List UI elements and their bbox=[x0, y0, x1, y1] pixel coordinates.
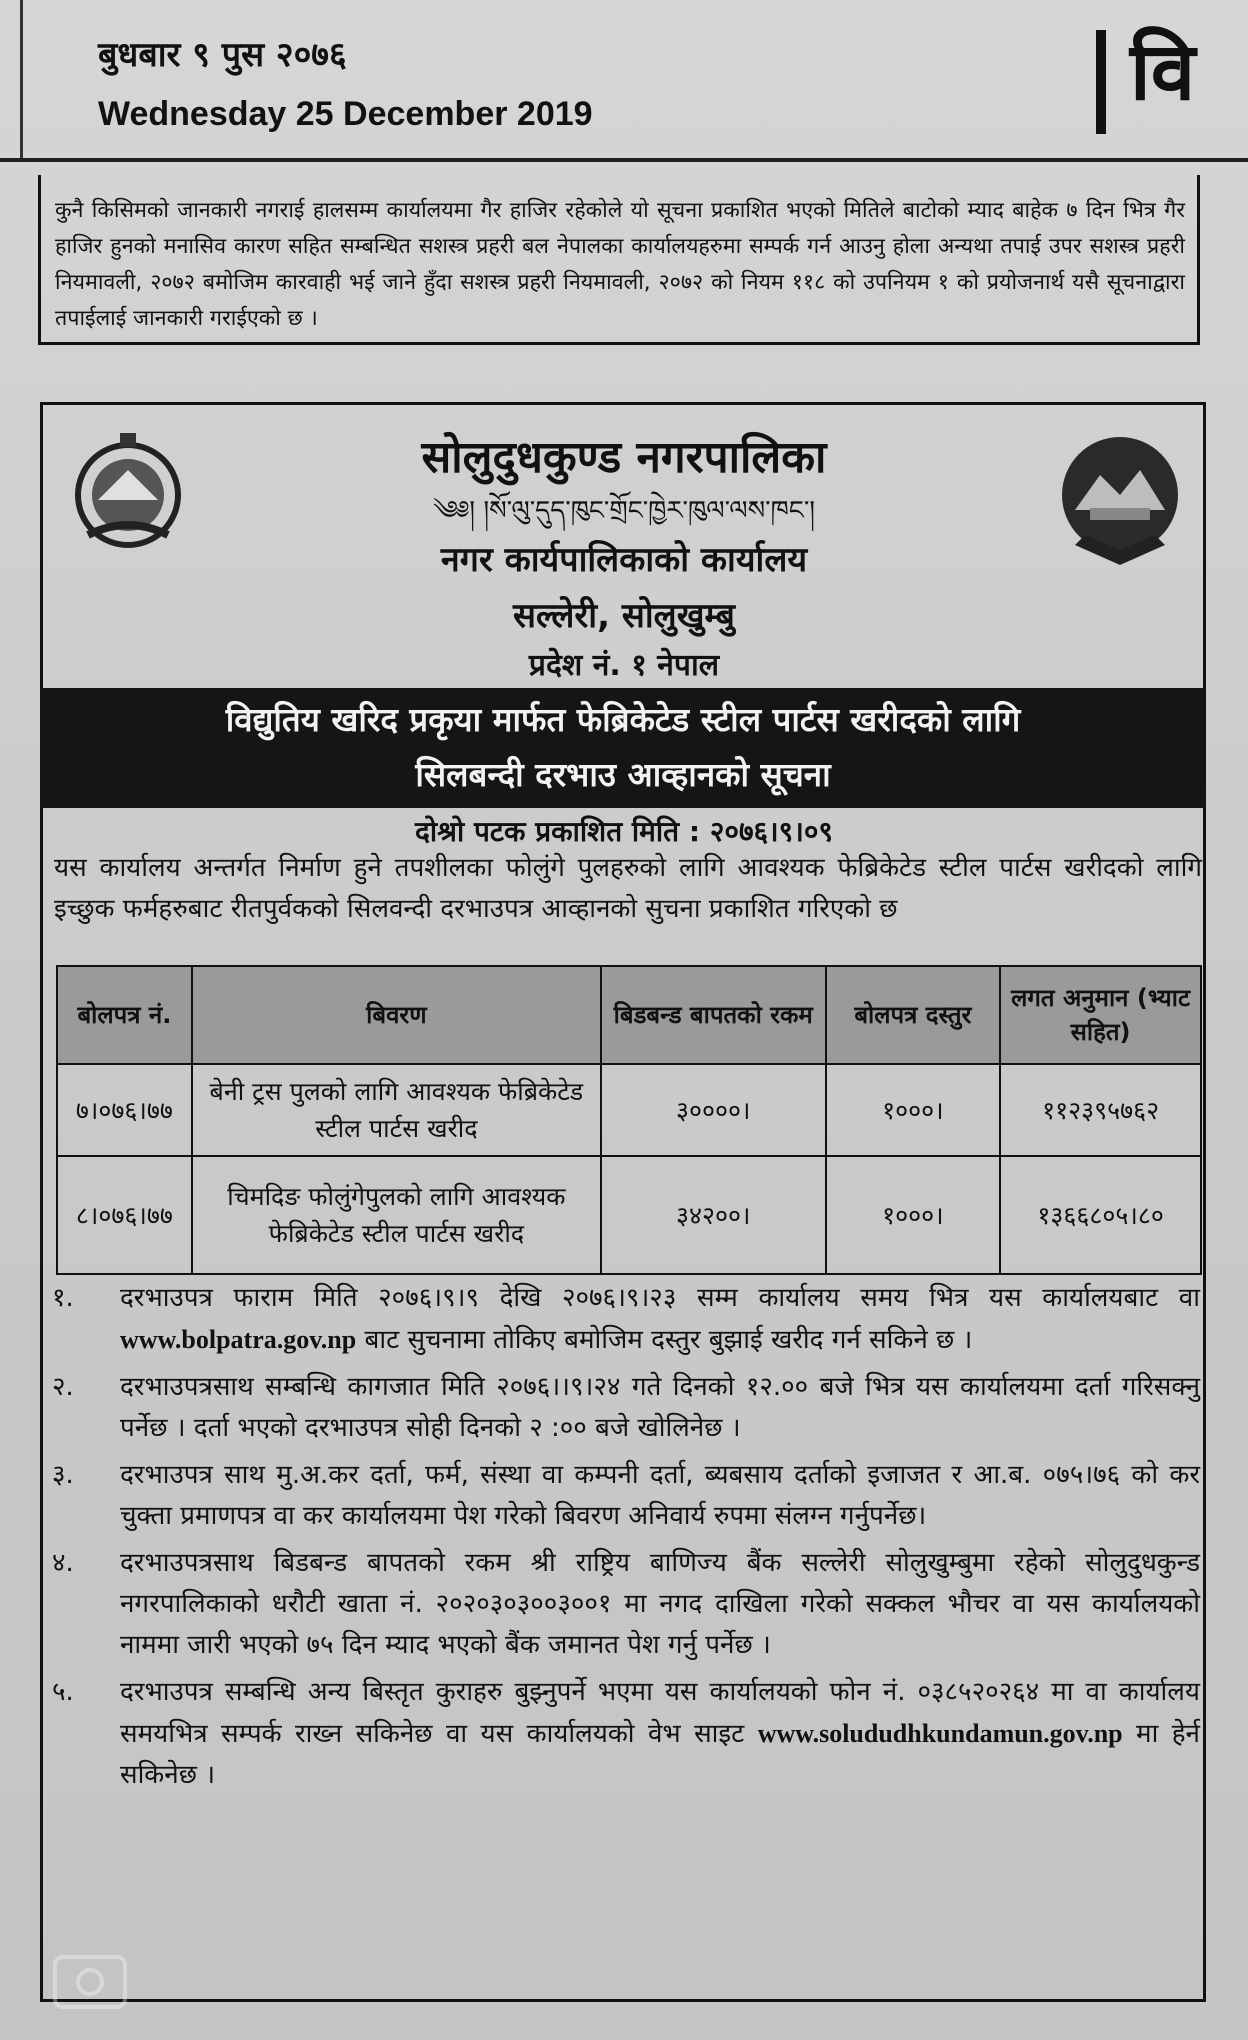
item-text: दरभाउपत्रसाथ बिडबन्ड बापतको रकम श्री राष्ट्रिय बाणिज्य बैंक सल्लेरी सोलुखुम्बुमा रहेको सोलुदुधकुन्ड नगरपालिकाको धरौटी खाता नं. २०२०३०३००३००१ मा नगद दाखिला गरेको सक्कल भौचर वा यस कार्यालयको नाममा जारी भएको ७५ दिन म्याद भएको बैंक जमानत पेश गर्नु पर्नेछ । bbox=[120, 1548, 1200, 1660]
intro-paragraph: यस कार्यालय अन्तर्गत निर्माण हुने तपशीलका फोलुंगे पुलहरुको लागि आवश्यक फेब्रिकेटेड स्टील पार्टस खरीदको लागि इच्छुक फर्महरुबाट रीतपुर्वकको सिलवन्दी दरभाउपत्र आव्हानको सुचना प्रकाशित गरिएको छ bbox=[54, 853, 1202, 924]
header-bid-no: बोलपत्र नं. bbox=[57, 966, 192, 1064]
list-item bbox=[50, 1455, 1200, 1537]
item-number: ५. bbox=[52, 1677, 74, 1707]
municipality-website-link[interactable]: www.solududhkundamun.gov.np bbox=[757, 1719, 1123, 1748]
item-text: दरभाउपत्र साथ मु.अ.कर दर्ता, फर्म, संस्था वा कम्पनी दर्ता, ब्यबसाय दर्ताको इजाजत र आ.ब. ०७५।७६ को कर चुक्ता प्रमाणपत्र वा कर कार्यालयमा पेश गरेको बिवरण अनिवार्य रुपमा संलग्न गर्नुपर्नेछ। bbox=[120, 1460, 1200, 1531]
header-description: बिवरण bbox=[192, 966, 601, 1064]
page-header bbox=[0, 0, 1248, 160]
publication-date: दोश्रो पटक प्रकाशित मिति : २०७६।९।०९ bbox=[415, 815, 833, 848]
list-item bbox=[50, 1672, 1200, 1796]
conditions-list bbox=[50, 1278, 1200, 1802]
header-bid-bond: बिडबन्ड बापतको रकम bbox=[601, 966, 826, 1064]
description-cell: चिमदिङ फोलुंगेपुलको लागि आवश्यक फेब्रिकेटेड स्टील पार्टस खरीद bbox=[192, 1156, 601, 1274]
date-nepali: बुधबार ९ पुस २०७६ bbox=[98, 35, 347, 75]
section-label: वि bbox=[1130, 25, 1196, 118]
banner-line-1: विद्युतिय खरिद प्रकृया मार्फत फेब्रिकेटेड स्टील पार्टस खरीदको लागि bbox=[225, 700, 1021, 739]
header-cost-estimate: लगत अनुमान (भ्याट सहित) bbox=[1000, 966, 1201, 1064]
bid-fee-cell: १०००। bbox=[826, 1156, 1001, 1274]
org-name: सोलुदुधकुण्ड नगरपालिका bbox=[421, 432, 827, 483]
list-item bbox=[50, 1367, 1200, 1449]
bid-table bbox=[56, 965, 1202, 1275]
bid-no-cell: ७।०७६।७७ bbox=[57, 1064, 192, 1156]
previous-notice: कुनै किसिमको जानकारी नगराई हालसम्म कार्यालयमा गैर हाजिर रहेकोले यो सूचना प्रकाशित भएको मितिले बाटोको म्याद बाहेक ७ दिन भित्र गैर हाजिर हुनको मनासिव कारण सहित सम्बन्धित सशस्त्र प्रहरी बल नेपालका कार्यालयहरुमा सम्पर्क गर्न आउनु होला अन्यथा तपाई उपर सशस्त्र प्रहरी नियमावली, २०७२ बमोजिम कारवाही भई जाने हुँदा सशस्त्र प्रहरी नियमावली, २०७२ को नियम ११८ को उपनियम १ को प्रयोजनार्थ यसै सूचनाद्वारा तपाईलाई जानकारी गराईएको छ । bbox=[38, 175, 1200, 345]
notice-banner bbox=[41, 688, 1205, 808]
bid-fee-cell: १०००। bbox=[826, 1064, 1001, 1156]
list-item bbox=[50, 1278, 1200, 1361]
office-place: सल्लेरी, सोलुखुम्बु bbox=[513, 596, 735, 636]
header-bid-fee: बोलपत्र दस्तुर bbox=[826, 966, 1001, 1064]
bolpatra-link[interactable]: www.bolpatra.gov.np bbox=[120, 1325, 357, 1354]
item-text: बाट सुचनामा तोकिए बमोजिम दस्तुर बुझाई खरीद गर्न सकिने छ । bbox=[356, 1325, 973, 1355]
section-divider bbox=[1096, 30, 1106, 134]
item-number: २. bbox=[52, 1372, 74, 1402]
bid-bond-cell: ३००००। bbox=[601, 1064, 826, 1156]
item-number: ४. bbox=[52, 1548, 74, 1578]
header-rule bbox=[0, 158, 1248, 162]
table-row bbox=[57, 1156, 1201, 1274]
list-item bbox=[50, 1543, 1200, 1666]
item-number: १. bbox=[52, 1283, 74, 1313]
banner-line-2: सिलबन्दी दरभाउ आव्हानको सूचना bbox=[415, 755, 831, 794]
item-text: दरभाउपत्रसाथ सम्बन्धि कागजात मिति २०७६।।९।२४ गते दिनको १२.०० बजे भित्र यस कार्यालयमा दर्ता गरिसक्नु पर्नेछ । दर्ता भएको दरभाउपत्र सोही दिनको २ :०० बजे खोलिनेछ । bbox=[120, 1372, 1200, 1443]
item-text: मा हेर्न सकिनेछ । bbox=[120, 1719, 1200, 1790]
watermark-icon bbox=[50, 1952, 130, 2012]
description-cell: बेनी ट्रस पुलको लागि आवश्यक फेब्रिकेटेड स्टील पार्टस खरीद bbox=[192, 1064, 601, 1156]
province: प्रदेश नं. १ नेपाल bbox=[528, 648, 720, 683]
left-margin-tab bbox=[0, 0, 23, 160]
bid-no-cell: ८।०७६।७७ bbox=[57, 1156, 192, 1274]
cost-estimate-cell: १३६६८०५।८० bbox=[1000, 1156, 1201, 1274]
item-text: दरभाउपत्र फाराम मिति २०७६।९।९ देखि २०७६।९।२३ सम्म कार्यालय समय भित्र यस कार्यालयबाट वा bbox=[120, 1283, 1200, 1313]
table-row bbox=[57, 1064, 1201, 1156]
date-english: Wednesday 25 December 2019 bbox=[98, 95, 593, 133]
table-header-row bbox=[57, 966, 1201, 1064]
cost-estimate-cell: ११२३९५७६२ bbox=[1000, 1064, 1201, 1156]
tibetan-line: ༄༅། །སོ་ལུ་དུད་ཁུང་གྲོང་ཁྱེར་ཁུལ་ལས་ཁང་། bbox=[432, 496, 816, 526]
item-text: दरभाउपत्र सम्बन्धि अन्य बिस्तृत कुराहरु बुझ्नुपर्ने भएमा यस कार्यालयको फोन नं. ०३८५२०२६४ मा वा कार्यालय समयभित्र सम्पर्क राख्न सकिनेछ वा यस कार्यालयको वेभ साइट bbox=[120, 1677, 1200, 1749]
item-number: ३. bbox=[52, 1460, 74, 1490]
bid-bond-cell: ३४२००। bbox=[601, 1156, 826, 1274]
office-name: नगर कार्यपालिकाको कार्यालय bbox=[440, 540, 808, 580]
